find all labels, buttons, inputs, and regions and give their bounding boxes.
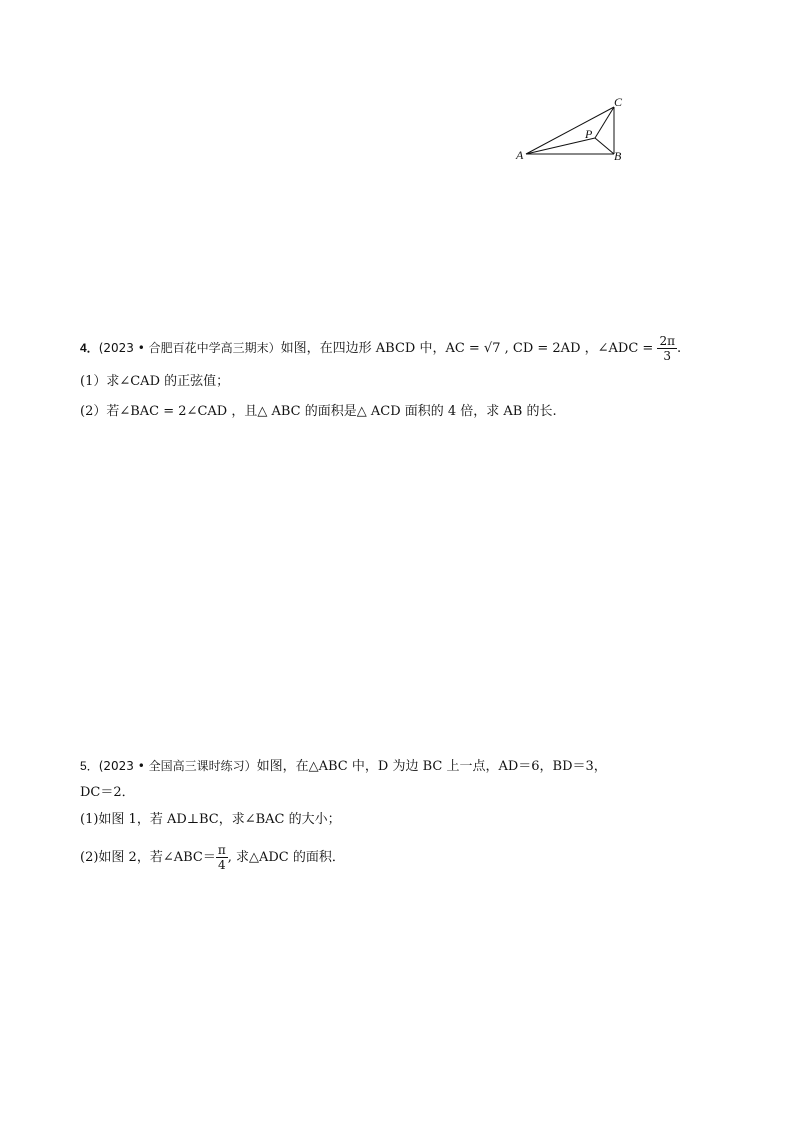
- q4-source: (2023 • 合肥百花中学高三期末）: [98, 341, 281, 355]
- label-b: B: [614, 149, 622, 163]
- label-p: P: [585, 127, 593, 141]
- q4-end: .: [676, 341, 682, 356]
- q5-frac-num: π: [217, 843, 226, 857]
- q5-stem: 如图，在△ABC 中，D 为边 BC 上一点，AD＝6，BD＝3，: [256, 759, 607, 774]
- q5-stem-line2: DC＝2．: [80, 785, 135, 800]
- q4-part2: (2）若∠BAC = 2∠CAD ，且△ ABC 的面积是△ ACD 面积的 4 倍，求 AB 的长.: [80, 404, 557, 419]
- q4-stem: 如图，在四边形 ABCD 中，AC = √7 , CD = 2AD ，∠ADC =: [280, 341, 654, 356]
- triangle-abc-diagram: [508, 92, 638, 164]
- label-c: C: [614, 95, 623, 109]
- q4-number: 4．: [80, 341, 99, 355]
- q5-part2-pre: (2)如图 2，若∠ABC＝: [80, 850, 216, 865]
- q5-fraction: [216, 843, 228, 872]
- q5-frac-den: 4: [217, 858, 226, 872]
- q5-number: 5．: [80, 759, 99, 773]
- segment-bp: [595, 138, 614, 154]
- q5-source: (2023 • 全国高三课时练习）: [98, 759, 257, 773]
- q4-frac-num: 2π: [659, 334, 675, 348]
- q4-stem-line: [80, 334, 681, 363]
- q4-frac-den: 3: [663, 349, 672, 363]
- segment-ac: [526, 107, 614, 154]
- q5-part2-line: [80, 843, 345, 872]
- q5-part1: (1)如图 1，若 AD⊥BC，求∠BAC 的大小；: [80, 812, 341, 827]
- q4-fraction: [657, 334, 677, 363]
- q5-stem-line: [80, 756, 607, 777]
- label-a: A: [516, 148, 524, 162]
- q4-part1: (1）求∠CAD 的正弦值；: [80, 374, 230, 389]
- q5-part2-post: , 求△ADC 的面积．: [227, 850, 345, 865]
- triangle-figure: [508, 92, 638, 164]
